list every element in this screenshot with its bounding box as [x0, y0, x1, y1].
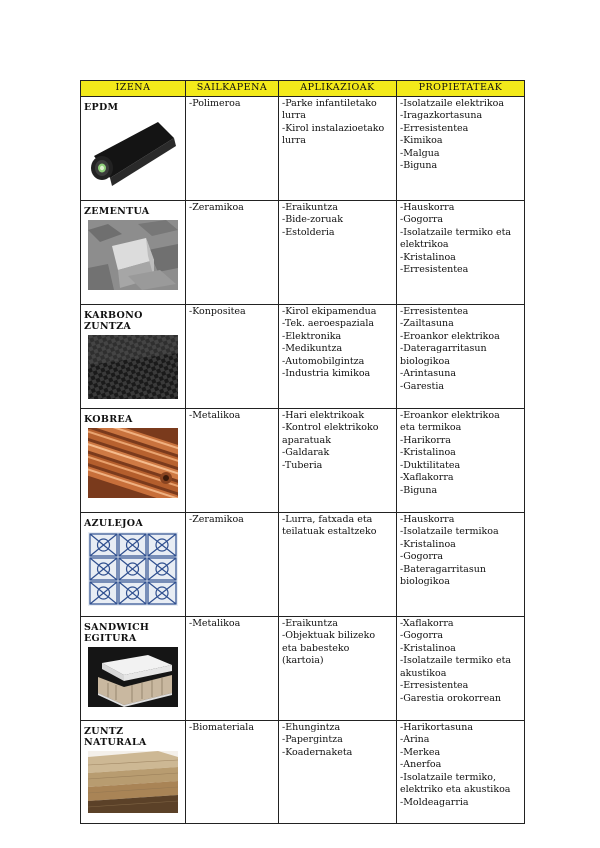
natural-fiber-image [88, 751, 178, 813]
application-item: aparatuak [282, 434, 331, 446]
property-item: -Isolatzaile elektrikoa [400, 97, 505, 109]
property-item: -Harikortasuna [400, 721, 474, 733]
application-item: (kartoia) [282, 655, 324, 666]
category-text: -Zeramikoa [189, 513, 244, 525]
property-item: -Malgua [400, 147, 440, 159]
property-item: -Isolatzaile termiko eta [400, 226, 512, 238]
category-text: -Zeramikoa [189, 201, 244, 213]
name-cell [81, 96, 186, 200]
category-cell [186, 616, 279, 720]
properties-cell [397, 96, 525, 200]
property-item: -Kimikoa [400, 135, 443, 146]
header-propietateak: PROPIETATEAK [397, 81, 525, 97]
table-row [81, 720, 525, 823]
category-text: -Biomateriala [189, 721, 255, 733]
property-item: eta termikoa [400, 422, 462, 433]
application-item: eta babesteko [282, 642, 350, 654]
name-cell [81, 200, 186, 304]
table-row [81, 408, 525, 512]
property-item: -Moldeagarria [400, 796, 469, 808]
material-name: AZULEJOA [84, 517, 144, 529]
application-item: -Hari elektrikoak [282, 409, 365, 421]
property-item: -Bateragarritasun [400, 563, 486, 575]
application-item: -Parke infantiletako [282, 97, 377, 109]
property-item: -Biguna [400, 160, 438, 171]
carbon-fiber-image [88, 335, 178, 399]
sandwich-panel-image [88, 647, 178, 707]
application-item: -Ehungintza [282, 721, 341, 733]
applications-cell [279, 720, 397, 823]
application-item: -Papergintza [282, 734, 343, 745]
category-cell [186, 304, 279, 408]
property-item: -Kristalinoa [400, 251, 456, 263]
property-item: akustikoa [400, 667, 447, 679]
property-item: -Kristalinoa [400, 642, 456, 654]
copper-pipes-image [88, 428, 178, 498]
property-item: -Eroankor elektrikoa [400, 330, 500, 342]
property-item: -Gogorra [400, 630, 444, 641]
material-name: ZEMENTUA [84, 205, 150, 217]
material-name: KOBREA [84, 413, 133, 425]
applications-cell [279, 616, 397, 720]
material-name-line: NATURALA [84, 736, 147, 748]
material-name [84, 310, 182, 332]
property-item: -Iragazkortasuna [400, 110, 483, 121]
property-item: -Erresistentea [400, 305, 469, 317]
application-item: -Industria kimikoa [282, 368, 371, 379]
application-item: -Estolderia [282, 226, 335, 238]
category-cell [186, 200, 279, 304]
property-item: -Kristalinoa [400, 538, 456, 550]
category-cell [186, 720, 279, 823]
name-cell [81, 512, 186, 616]
category-cell [186, 512, 279, 616]
application-item: -Eraikuntza [282, 617, 338, 629]
property-item: -Kristalinoa [400, 447, 456, 458]
table-row [81, 616, 525, 720]
header-izena: IZENA [81, 81, 186, 97]
property-item: -Gogorra [400, 551, 444, 562]
application-item: -Kirol instalazioetako [282, 122, 385, 134]
material-name: EPDM [84, 101, 119, 113]
applications-cell [279, 408, 397, 512]
property-item: -Arintasuna [400, 368, 457, 379]
application-item: -Automobilgintza [282, 355, 365, 367]
property-item: -Isolatzaile termiko eta [400, 655, 512, 666]
properties-cell [397, 512, 525, 616]
property-item: -Eroankor elektrikoa [400, 409, 500, 421]
header-row [81, 81, 525, 97]
material-name-line: ZUNTZA [84, 320, 132, 332]
property-item: -Harikorra [400, 434, 451, 446]
table-row [81, 200, 525, 304]
name-cell [81, 304, 186, 408]
material-name-line: EGITURA [84, 632, 137, 644]
category-text: -Metalikoa [189, 409, 241, 421]
property-item: -Merkea [400, 746, 441, 758]
application-item: -Elektronika [282, 330, 342, 342]
property-item: elektriko eta akustikoa [400, 784, 511, 795]
property-item: -Xaflakorra [400, 472, 454, 483]
property-item: -Garestia orokorrean [400, 692, 501, 704]
properties-cell [397, 304, 525, 408]
name-cell [81, 408, 186, 512]
properties-cell [397, 200, 525, 304]
application-item: -Eraikuntza [282, 201, 338, 213]
header-aplikazioak: APLIKAZIOAK [279, 81, 397, 97]
application-item: -Koadernaketa [282, 746, 353, 758]
material-name-line: SANDWICH [84, 621, 150, 633]
cement-blocks-image [88, 220, 178, 290]
name-cell [81, 720, 186, 823]
applications-cell [279, 304, 397, 408]
property-item: biologikoa [400, 355, 450, 367]
application-item: -Bide-zoruak [282, 214, 343, 225]
applications-cell [279, 200, 397, 304]
application-item: lurra [282, 110, 306, 121]
table-row [81, 96, 525, 200]
property-item: -Gogorra [400, 214, 444, 225]
application-item: -Tek. aeroespaziala [282, 318, 375, 329]
property-item: -Anerfoa [400, 759, 442, 770]
property-item: -Duktilitatea [400, 459, 461, 471]
application-item: teilatuak estaltzeko [282, 526, 377, 537]
property-item: -Biguna [400, 484, 438, 496]
property-item: -Zailtasuna [400, 318, 454, 329]
property-item: -Isolatzaile termiko, [400, 771, 496, 783]
materials-table [80, 80, 525, 824]
property-item: -Arina [400, 734, 430, 745]
property-item: -Erresistentea [400, 122, 469, 134]
application-item: -Galdarak [282, 447, 330, 458]
application-item: -Lurra, fatxada eta [282, 513, 373, 525]
applications-cell [279, 512, 397, 616]
header-sailkapena: SAILKAPENA [186, 81, 279, 97]
property-item: -Xaflakorra [400, 617, 454, 629]
application-item: -Tuberia [282, 459, 323, 471]
table-row [81, 512, 525, 616]
property-item: -Erresistentea [400, 264, 469, 275]
property-item: -Erresistentea [400, 680, 469, 691]
property-item: biologikoa [400, 576, 450, 587]
application-item: -Medikuntza [282, 343, 343, 354]
properties-cell [397, 408, 525, 512]
property-item: -Hauskorra [400, 201, 455, 213]
applications-cell [279, 96, 397, 200]
tiles-image [88, 532, 178, 606]
material-name-line: KARBONO [84, 309, 143, 321]
category-text: -Metalikoa [189, 617, 241, 629]
application-item: -Kontrol elektrikoko [282, 422, 379, 433]
property-item: -Dateragarritasun [400, 343, 487, 354]
material-name-line: ZUNTZ [84, 725, 124, 737]
property-item: -Isolatzaile termikoa [400, 526, 499, 537]
property-item: -Hauskorra [400, 513, 455, 525]
application-item: lurra [282, 135, 306, 146]
property-item: -Garestia [400, 380, 445, 392]
category-cell [186, 408, 279, 512]
properties-cell [397, 616, 525, 720]
epdm-roll-image [88, 116, 178, 186]
category-text: -Polimeroa [189, 97, 241, 109]
material-name [84, 726, 182, 748]
application-item: -Kirol ekipamendua [282, 305, 377, 317]
property-item: elektrikoa [400, 239, 449, 250]
material-name [84, 622, 182, 644]
properties-cell [397, 720, 525, 823]
application-item: -Objektuak bilizeko [282, 630, 376, 641]
table-row [81, 304, 525, 408]
category-cell [186, 96, 279, 200]
name-cell [81, 616, 186, 720]
category-text: -Konpositea [189, 305, 246, 317]
